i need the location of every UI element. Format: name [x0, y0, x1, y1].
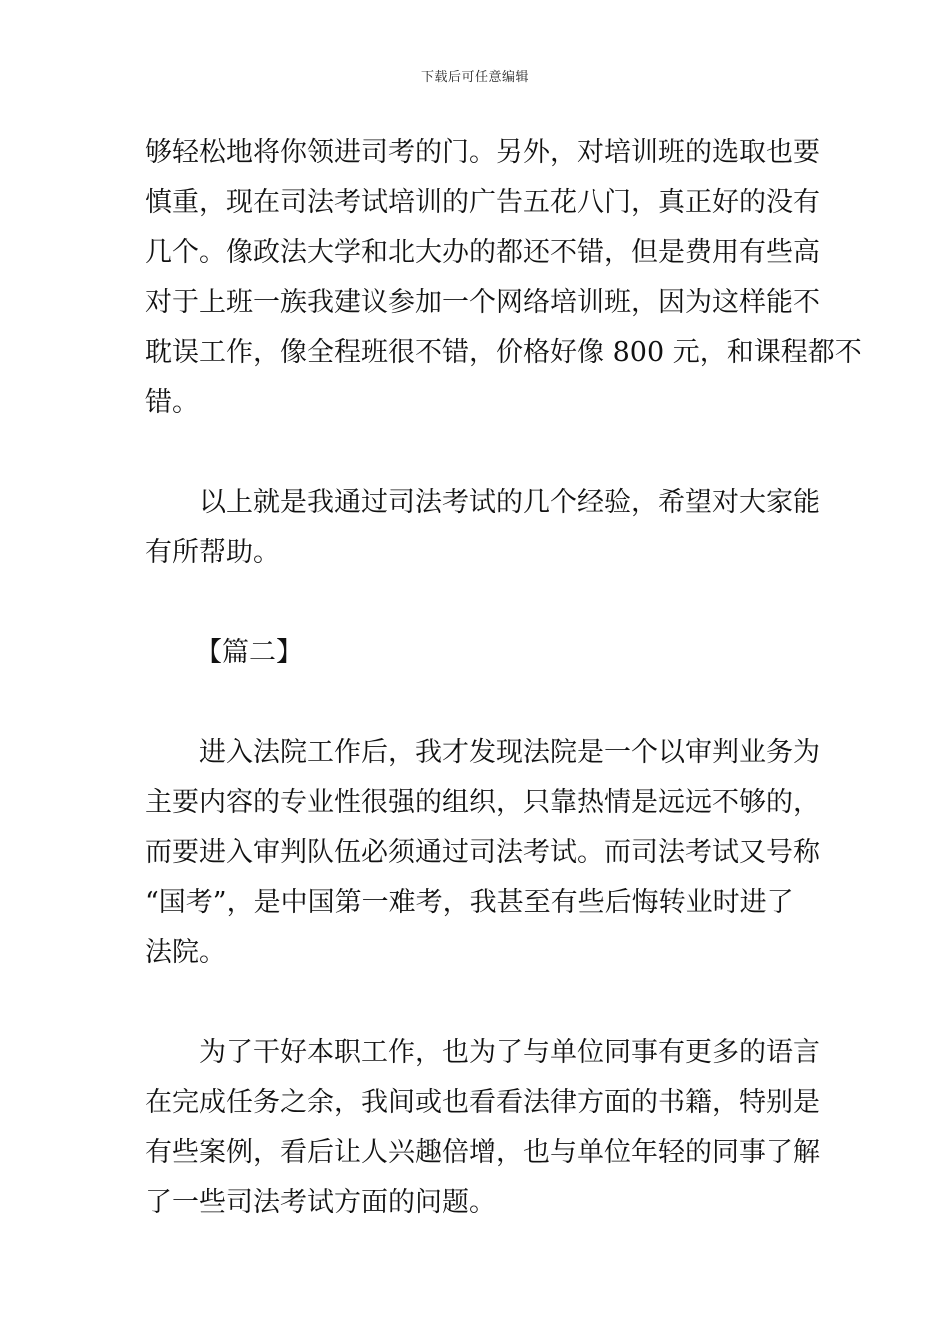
text-line: 有所帮助。 — [145, 537, 280, 568]
section-heading: 【篇二】 — [195, 637, 303, 668]
text-line: 有些案例，看后让人兴趣倍增，也与单位年轻的同事了解 — [145, 1137, 820, 1168]
text-line: 几个。像政法大学和北大办的都还不错，但是费用有些高 — [145, 237, 820, 268]
paragraph-conclusion — [145, 478, 820, 578]
text-line: 了一些司法考试方面的问题。 — [145, 1187, 496, 1218]
text-line: 法院。 — [145, 937, 226, 968]
text-line: 错。 — [145, 387, 199, 418]
document-body — [145, 128, 862, 1228]
text-line: 对于上班一族我建议参加一个网络培训班，因为这样能不 — [145, 287, 820, 318]
text-line: 慎重，现在司法考试培训的广告五花八门，真正好的没有 — [145, 187, 820, 218]
text-line: 主要内容的专业性很强的组织，只靠热情是远远不够的， — [145, 787, 820, 818]
page-header-note: 下载后可任意编辑 — [420, 70, 529, 85]
text-line: “国考”，是中国第一难考，我甚至有些后悔转业时进了 — [145, 887, 794, 918]
text-line: 够轻松地将你领进司考的门。另外，对培训班的选取也要 — [145, 137, 820, 168]
paragraph-study-habits — [145, 1028, 820, 1228]
text-line: 耽误工作，像全程班很不错，价格好像 800 元，和课程都不 — [145, 337, 862, 368]
paragraph-spacer — [145, 678, 807, 728]
paragraph-spacer — [145, 578, 807, 628]
text-line: 在完成任务之余，我间或也看看法律方面的书籍，特别是 — [145, 1087, 820, 1118]
text-line: 而要进入审判队伍必须通过司法考试。而司法考试又号称 — [145, 837, 820, 868]
paragraph-spacer — [145, 428, 807, 478]
paragraph-training-advice — [145, 128, 862, 428]
paragraph-spacer — [145, 978, 807, 1028]
text-line: 为了干好本职工作，也为了与单位同事有更多的语言 — [199, 1037, 820, 1068]
text-line: 以上就是我通过司法考试的几个经验，希望对大家能 — [199, 487, 820, 518]
text-line: 进入法院工作后，我才发现法院是一个以审判业务为 — [199, 737, 820, 768]
paragraph-court-work — [145, 728, 820, 978]
